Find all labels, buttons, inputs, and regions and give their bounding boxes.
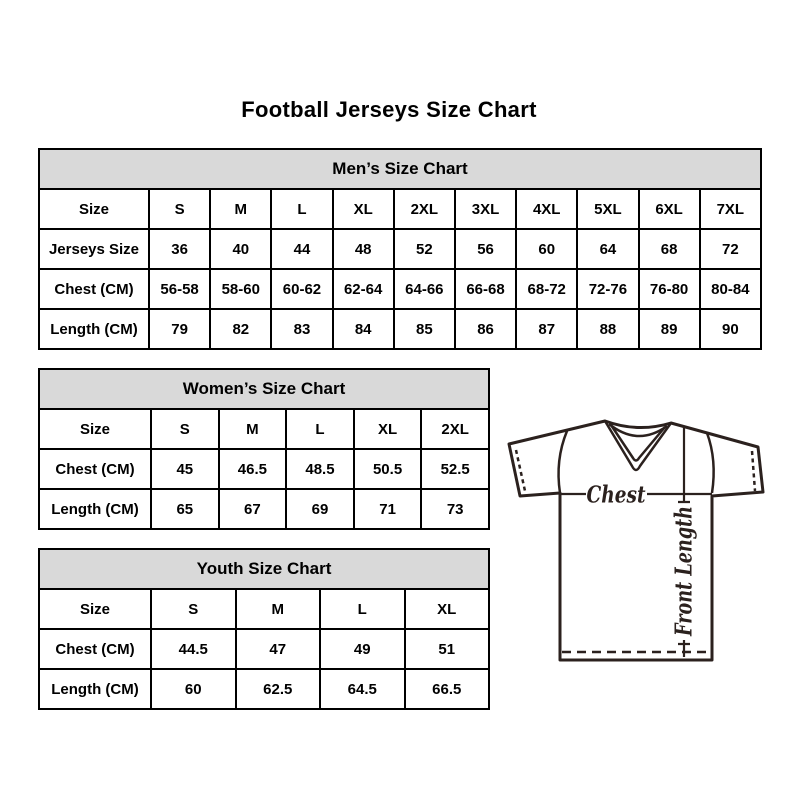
value-cell: 64.5	[320, 669, 405, 709]
value-cell: 6XL	[639, 189, 700, 229]
value-cell: 50.5	[354, 449, 422, 489]
value-cell: 56	[455, 229, 516, 269]
value-cell: 66-68	[455, 269, 516, 309]
value-cell: 76-80	[639, 269, 700, 309]
value-cell: 4XL	[516, 189, 577, 229]
table-row	[39, 669, 489, 709]
value-cell: 2XL	[421, 409, 489, 449]
value-cell: 71	[354, 489, 422, 529]
value-cell: 7XL	[700, 189, 761, 229]
value-cell: S	[151, 589, 236, 629]
value-cell: 68	[639, 229, 700, 269]
table-title: Youth Size Chart	[39, 549, 489, 589]
value-cell: 46.5	[219, 449, 287, 489]
value-cell: 69	[286, 489, 354, 529]
front-length-label: Front Length	[670, 466, 698, 636]
row-label-cell: Length (CM)	[39, 489, 151, 529]
value-cell: 51	[405, 629, 490, 669]
value-cell: M	[210, 189, 271, 229]
table-title: Women’s Size Chart	[39, 369, 489, 409]
value-cell: 56-58	[149, 269, 210, 309]
table-row	[39, 449, 489, 489]
value-cell: 45	[151, 449, 219, 489]
table-row	[39, 309, 761, 349]
table-title: Men’s Size Chart	[39, 149, 761, 189]
value-cell: M	[236, 589, 321, 629]
row-label-cell: Chest (CM)	[39, 449, 151, 489]
value-cell: 40	[210, 229, 271, 269]
row-label-cell: Chest (CM)	[39, 269, 149, 309]
mens-size-table	[38, 148, 762, 350]
value-cell: 52.5	[421, 449, 489, 489]
value-cell: 49	[320, 629, 405, 669]
jersey-measurement-diagram	[503, 400, 771, 668]
value-cell: 60	[516, 229, 577, 269]
value-cell: 89	[639, 309, 700, 349]
row-label-cell: Jerseys Size	[39, 229, 149, 269]
table-row	[39, 589, 489, 629]
table-row	[39, 189, 761, 229]
value-cell: 5XL	[577, 189, 638, 229]
value-cell: L	[271, 189, 332, 229]
value-cell: 88	[577, 309, 638, 349]
value-cell: 48.5	[286, 449, 354, 489]
value-cell: 3XL	[455, 189, 516, 229]
value-cell: 44.5	[151, 629, 236, 669]
value-cell: 72-76	[577, 269, 638, 309]
youth-size-table	[38, 548, 490, 710]
chest-label: Chest	[586, 481, 646, 509]
value-cell: 60	[151, 669, 236, 709]
value-cell: 64-66	[394, 269, 455, 309]
value-cell: 90	[700, 309, 761, 349]
value-cell: 36	[149, 229, 210, 269]
value-cell: 60-62	[271, 269, 332, 309]
page-title: Football Jerseys Size Chart	[241, 97, 537, 122]
row-label-cell: Size	[39, 589, 151, 629]
table-title-row	[39, 549, 489, 589]
value-cell: S	[151, 409, 219, 449]
jersey-outline-group	[509, 421, 763, 660]
right-armhole-seam	[707, 433, 714, 493]
right-cuff-dashed-line	[752, 451, 755, 491]
value-cell: 48	[333, 229, 394, 269]
table-row	[39, 629, 489, 669]
row-label-cell: Size	[39, 409, 151, 449]
value-cell: 58-60	[210, 269, 271, 309]
value-cell: 84	[333, 309, 394, 349]
table-title-row	[39, 369, 489, 409]
value-cell: XL	[354, 409, 422, 449]
value-cell: L	[286, 409, 354, 449]
left-armhole-seam	[559, 431, 567, 493]
value-cell: 44	[271, 229, 332, 269]
row-label-cell: Length (CM)	[39, 669, 151, 709]
value-cell: 62-64	[333, 269, 394, 309]
jersey-body-outline	[509, 421, 763, 660]
value-cell: M	[219, 409, 287, 449]
value-cell: 73	[421, 489, 489, 529]
value-cell: 66.5	[405, 669, 490, 709]
table-title-row	[39, 149, 761, 189]
value-cell: 68-72	[516, 269, 577, 309]
value-cell: S	[149, 189, 210, 229]
row-label-cell: Chest (CM)	[39, 629, 151, 669]
value-cell: 64	[577, 229, 638, 269]
value-cell: 85	[394, 309, 455, 349]
value-cell: 86	[455, 309, 516, 349]
value-cell: L	[320, 589, 405, 629]
value-cell: 67	[219, 489, 287, 529]
womens-size-table	[38, 368, 490, 530]
value-cell: 72	[700, 229, 761, 269]
value-cell: 52	[394, 229, 455, 269]
value-cell: 87	[516, 309, 577, 349]
value-cell: 65	[151, 489, 219, 529]
table-row	[39, 489, 489, 529]
value-cell: XL	[333, 189, 394, 229]
value-cell: 2XL	[394, 189, 455, 229]
value-cell: 62.5	[236, 669, 321, 709]
table-row	[39, 409, 489, 449]
value-cell: 80-84	[700, 269, 761, 309]
value-cell: 82	[210, 309, 271, 349]
table-row	[39, 229, 761, 269]
value-cell: 47	[236, 629, 321, 669]
value-cell: XL	[405, 589, 490, 629]
value-cell: 79	[149, 309, 210, 349]
value-cell: 83	[271, 309, 332, 349]
row-label-cell: Size	[39, 189, 149, 229]
row-label-cell: Length (CM)	[39, 309, 149, 349]
table-row	[39, 269, 761, 309]
